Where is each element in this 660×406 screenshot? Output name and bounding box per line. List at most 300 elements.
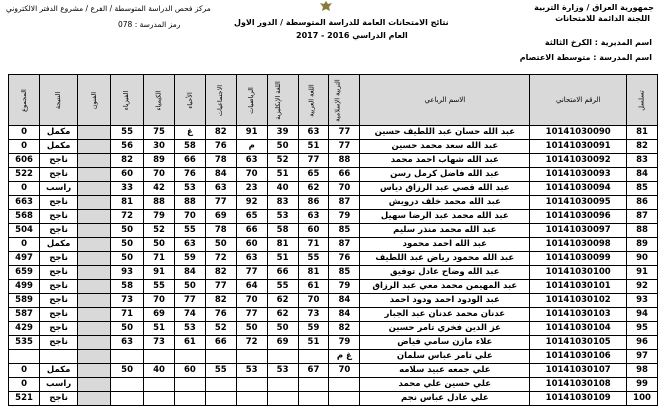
cell-english: 62: [267, 294, 298, 308]
cell-arts: [78, 238, 111, 252]
cell-exam-no: 10141030102: [530, 294, 627, 308]
cell-arabic: 70: [298, 294, 329, 308]
cell-social: 84: [205, 168, 236, 182]
cell-arabic: 77: [298, 154, 329, 168]
cell-total: 429: [9, 322, 40, 336]
cell-physics: 50: [111, 238, 144, 252]
table-row: [9, 336, 658, 350]
cell-chemistry: 69: [144, 308, 175, 322]
cell-social: 72: [205, 252, 236, 266]
table-row: [9, 252, 658, 266]
cell-social: 52: [205, 322, 236, 336]
cell-biology: 84: [174, 266, 205, 280]
cell-seq: 85: [627, 182, 658, 196]
cell-physics: 50: [111, 224, 144, 238]
cell-physics: 33: [111, 182, 144, 196]
cell-result: ناجح: [40, 336, 78, 350]
cell-biology: 76: [174, 168, 205, 182]
cell-math: 53: [236, 364, 267, 378]
col-header-islamic: التربية الإسلامية: [329, 75, 360, 126]
cell-english: 53: [267, 364, 298, 378]
cell-seq: 87: [627, 210, 658, 224]
cell-chemistry: 70: [144, 294, 175, 308]
cell-name: عز الدين فخري تامر حسين: [360, 322, 530, 336]
col-header-name: الاسم الرباعي: [360, 75, 530, 126]
cell-arabic: 55: [298, 252, 329, 266]
cell-arabic: 63: [298, 126, 329, 140]
cell-biology: 66: [174, 154, 205, 168]
cell-result: ناجح: [40, 196, 78, 210]
cell-biology: 70: [174, 210, 205, 224]
cell-name: علاء مازن سامي فياض: [360, 336, 530, 350]
cell-chemistry: 89: [144, 154, 175, 168]
cell-seq: 84: [627, 168, 658, 182]
cell-islamic: 79: [329, 336, 360, 350]
col-header-social: الاجتماعيات: [205, 75, 236, 126]
cell-english: 58: [267, 224, 298, 238]
cell-chemistry: 40: [144, 364, 175, 378]
cell-math: 72: [236, 336, 267, 350]
cell-seq: 91: [627, 266, 658, 280]
cell-exam-no: 10141030096: [530, 210, 627, 224]
cell-exam-no: 10141030106: [530, 350, 627, 364]
cell-social: 78: [205, 154, 236, 168]
cell-name: عبد الله سعد محمد حسين: [360, 140, 530, 154]
cell-seq: 97: [627, 350, 658, 364]
cell-seq: 86: [627, 196, 658, 210]
cell-exam-no: 10141030105: [530, 336, 627, 350]
cell-seq: 100: [627, 392, 658, 406]
cell-name: عبد الله محمد خلف درويش: [360, 196, 530, 210]
cell-arabic: 59: [298, 322, 329, 336]
cell-chemistry: 52: [144, 224, 175, 238]
cell-exam-no: 10141030108: [530, 378, 627, 392]
cell-math: 23: [236, 182, 267, 196]
cell-english: 62: [267, 308, 298, 322]
col-header-seq: تسلسل: [627, 75, 658, 126]
cell-total: 568: [9, 210, 40, 224]
cell-english: 50: [267, 322, 298, 336]
cell-physics: [111, 350, 144, 364]
cell-exam-no: 10141030100: [530, 266, 627, 280]
results-table: [8, 74, 658, 406]
cell-name: عبد الودود احمد ودود احمد: [360, 294, 530, 308]
cell-seq: 96: [627, 336, 658, 350]
cell-physics: 55: [111, 126, 144, 140]
cell-chemistry: 73: [144, 336, 175, 350]
cell-name: علي حسين علي محمد: [360, 378, 530, 392]
cell-english: [267, 350, 298, 364]
cell-total: [9, 350, 40, 364]
table-row: [9, 322, 658, 336]
cell-social: 76: [205, 308, 236, 322]
cell-english: 40: [267, 182, 298, 196]
cell-name: عبد الله حسان عبد اللطيف حسين: [360, 126, 530, 140]
cell-arabic: 62: [298, 182, 329, 196]
cell-biology: [174, 378, 205, 392]
cell-total: 535: [9, 336, 40, 350]
cell-arts: [78, 140, 111, 154]
cell-result: ناجح: [40, 280, 78, 294]
cell-biology: 74: [174, 308, 205, 322]
cell-arts: [78, 252, 111, 266]
col-header-exam-no: الرقم الامتحاني: [530, 75, 627, 126]
table-row: [9, 126, 658, 140]
cell-exam-no: 10141030104: [530, 322, 627, 336]
cell-social: 76: [205, 140, 236, 154]
cell-islamic: 70: [329, 182, 360, 196]
cell-math: [236, 392, 267, 406]
cell-seq: 90: [627, 252, 658, 266]
ministry-line: جمهورية العراق / وزارة التربية: [534, 3, 654, 12]
cell-result: ناجح: [40, 392, 78, 406]
table-row: [9, 308, 658, 322]
table-row: [9, 140, 658, 154]
cell-arts: [78, 280, 111, 294]
table-row: [9, 392, 658, 406]
cell-name: عبد الله احمد محمود: [360, 238, 530, 252]
cell-result: [40, 350, 78, 364]
cell-arabic: [298, 392, 329, 406]
cell-arts: [78, 350, 111, 364]
cell-social: [205, 350, 236, 364]
cell-social: 69: [205, 210, 236, 224]
cell-english: 66: [267, 266, 298, 280]
cell-math: 77: [236, 266, 267, 280]
cell-social: 50: [205, 238, 236, 252]
cell-name: عبد الله فاضل كرمل رسن: [360, 168, 530, 182]
cell-physics: 81: [111, 196, 144, 210]
cell-total: 663: [9, 196, 40, 210]
cell-name: علي جمعه عبيد سلامه: [360, 364, 530, 378]
cell-english: 83: [267, 196, 298, 210]
cell-islamic: 76: [329, 252, 360, 266]
cell-chemistry: 79: [144, 210, 175, 224]
cell-english: 50: [267, 140, 298, 154]
cell-seq: 83: [627, 154, 658, 168]
cell-english: 55: [267, 280, 298, 294]
cell-islamic: 77: [329, 126, 360, 140]
cell-social: 77: [205, 280, 236, 294]
cell-social: 55: [205, 364, 236, 378]
cell-arts: [78, 364, 111, 378]
cell-arabic: 71: [298, 238, 329, 252]
cell-chemistry: 71: [144, 252, 175, 266]
cell-result: ناجح: [40, 266, 78, 280]
cell-math: 63: [236, 252, 267, 266]
cell-seq: 81: [627, 126, 658, 140]
cell-social: [205, 392, 236, 406]
directorate-line: اسم المديرية : الكرخ الثالثة: [544, 38, 652, 47]
cell-arabic: 51: [298, 140, 329, 154]
cell-chemistry: 51: [144, 322, 175, 336]
cell-physics: 71: [111, 308, 144, 322]
academic-year: العام الدراسي 2016 - 2017: [296, 31, 408, 40]
cell-english: 52: [267, 154, 298, 168]
table-row: [9, 266, 658, 280]
cell-biology: [174, 350, 205, 364]
cell-exam-no: 10141030090: [530, 126, 627, 140]
cell-math: م: [236, 140, 267, 154]
cell-math: 77: [236, 308, 267, 322]
cell-social: 78: [205, 224, 236, 238]
cell-name: عبد الله وضاح عادل توفيق: [360, 266, 530, 280]
cell-arabic: [298, 378, 329, 392]
cell-social: 82: [205, 126, 236, 140]
cell-math: 66: [236, 224, 267, 238]
table-row: [9, 224, 658, 238]
cell-exam-no: 10141030099: [530, 252, 627, 266]
cell-math: 92: [236, 196, 267, 210]
cell-name: عبد المهيمن محمد معي عبد الرزاق: [360, 280, 530, 294]
cell-islamic: غ م: [329, 350, 360, 364]
cell-result: ناجح: [40, 308, 78, 322]
table-row: [9, 238, 658, 252]
table-row: [9, 154, 658, 168]
cell-name: علي تامر عباس سلمان: [360, 350, 530, 364]
school-code-line: رمز المدرسة : 078: [118, 20, 181, 29]
table-row: [9, 210, 658, 224]
cell-arts: [78, 378, 111, 392]
cell-social: 77: [205, 196, 236, 210]
cell-seq: 92: [627, 280, 658, 294]
cell-arts: [78, 196, 111, 210]
cell-result: مكمل: [40, 364, 78, 378]
cell-biology: 53: [174, 322, 205, 336]
cell-math: 70: [236, 294, 267, 308]
cell-arabic: [298, 350, 329, 364]
school-name-line: اسم المدرسة : متوسطة الاعتصام: [519, 53, 652, 62]
table-row: [9, 182, 658, 196]
cell-chemistry: 88: [144, 196, 175, 210]
cell-seq: 98: [627, 364, 658, 378]
cell-arts: [78, 308, 111, 322]
cell-social: 66: [205, 336, 236, 350]
cell-islamic: 79: [329, 210, 360, 224]
table-row: [9, 350, 658, 364]
cell-physics: 58: [111, 280, 144, 294]
cell-islamic: 85: [329, 266, 360, 280]
cell-arts: [78, 336, 111, 350]
cell-english: 51: [267, 252, 298, 266]
cell-name: عدنان محمد عدنان عبد الجبار: [360, 308, 530, 322]
cell-total: 522: [9, 168, 40, 182]
cell-physics: 63: [111, 336, 144, 350]
table-row: [9, 280, 658, 294]
cell-result: مكمل: [40, 126, 78, 140]
cell-social: 82: [205, 266, 236, 280]
cell-physics: 93: [111, 266, 144, 280]
cell-biology: 50: [174, 280, 205, 294]
cell-arts: [78, 266, 111, 280]
cell-math: 63: [236, 154, 267, 168]
cell-result: ناجح: [40, 210, 78, 224]
cell-seq: 95: [627, 322, 658, 336]
cell-seq: 89: [627, 238, 658, 252]
cell-english: [267, 378, 298, 392]
cell-biology: 55: [174, 224, 205, 238]
cell-physics: 82: [111, 154, 144, 168]
cell-biology: 77: [174, 294, 205, 308]
cell-total: 0: [9, 126, 40, 140]
cell-exam-no: 10141030091: [530, 140, 627, 154]
cell-math: 70: [236, 168, 267, 182]
cell-biology: 60: [174, 364, 205, 378]
cell-result: ناجح: [40, 294, 78, 308]
cell-total: 587: [9, 308, 40, 322]
cell-seq: 88: [627, 224, 658, 238]
cell-arabic: 63: [298, 210, 329, 224]
cell-arts: [78, 392, 111, 406]
cell-name: عبد الله شهاب احمد محمد: [360, 154, 530, 168]
col-header-arabic: اللغة العربية: [298, 75, 329, 126]
cell-exam-no: 10141030098: [530, 238, 627, 252]
cell-result: راسب: [40, 182, 78, 196]
cell-math: [236, 378, 267, 392]
table-row: [9, 294, 658, 308]
cell-biology: 58: [174, 140, 205, 154]
cell-result: ناجح: [40, 224, 78, 238]
cell-physics: [111, 378, 144, 392]
cell-exam-no: 10141030093: [530, 168, 627, 182]
cell-arts: [78, 322, 111, 336]
cell-biology: غ: [174, 126, 205, 140]
cell-islamic: 79: [329, 280, 360, 294]
cell-result: ناجح: [40, 252, 78, 266]
cell-arabic: 86: [298, 196, 329, 210]
cell-physics: 50: [111, 364, 144, 378]
cell-name: عبد الله قصي عبد الرزاق دياس: [360, 182, 530, 196]
cell-total: 0: [9, 140, 40, 154]
cell-arts: [78, 182, 111, 196]
table-row: [9, 196, 658, 210]
cell-social: 63: [205, 182, 236, 196]
cell-chemistry: 42: [144, 182, 175, 196]
cell-english: 51: [267, 168, 298, 182]
cell-islamic: 77: [329, 140, 360, 154]
cell-arabic: 65: [298, 168, 329, 182]
cell-english: 69: [267, 336, 298, 350]
col-header-arts: الفنون: [78, 75, 111, 126]
cell-social: 82: [205, 294, 236, 308]
cell-result: ناجح: [40, 168, 78, 182]
cell-total: 0: [9, 364, 40, 378]
committee-line: اللجنة الدائمة للامتحانات: [555, 14, 650, 23]
cell-biology: 88: [174, 196, 205, 210]
cell-exam-no: 10141030109: [530, 392, 627, 406]
cell-chemistry: 75: [144, 126, 175, 140]
cell-seq: 82: [627, 140, 658, 154]
cell-chemistry: [144, 378, 175, 392]
cell-biology: 61: [174, 336, 205, 350]
cell-result: مكمل: [40, 238, 78, 252]
cell-islamic: 84: [329, 294, 360, 308]
cell-english: 53: [267, 210, 298, 224]
table-row: [9, 378, 658, 392]
cell-math: 64: [236, 280, 267, 294]
cell-result: ناجح: [40, 154, 78, 168]
cell-chemistry: [144, 392, 175, 406]
cell-math: 60: [236, 238, 267, 252]
cell-math: [236, 350, 267, 364]
cell-chemistry: 50: [144, 238, 175, 252]
cell-exam-no: 10141030095: [530, 196, 627, 210]
cell-math: 65: [236, 210, 267, 224]
cell-chemistry: [144, 350, 175, 364]
cell-arabic: 60: [298, 224, 329, 238]
col-header-total: المجموع: [9, 75, 40, 126]
cell-islamic: 87: [329, 196, 360, 210]
cell-result: راسب: [40, 378, 78, 392]
cell-islamic: 85: [329, 224, 360, 238]
cell-english: [267, 392, 298, 406]
cell-name: عبد الله محمد عبد الرضا سهيل: [360, 210, 530, 224]
cell-chemistry: 91: [144, 266, 175, 280]
cell-islamic: [329, 392, 360, 406]
cell-arts: [78, 294, 111, 308]
cell-biology: 53: [174, 182, 205, 196]
cell-chemistry: 55: [144, 280, 175, 294]
cell-total: 499: [9, 280, 40, 294]
cell-total: 0: [9, 238, 40, 252]
cell-result: مكمل: [40, 140, 78, 154]
cell-total: 497: [9, 252, 40, 266]
cell-biology: 59: [174, 252, 205, 266]
cell-arts: [78, 210, 111, 224]
cell-name: عبد الله محمد منذر سليم: [360, 224, 530, 238]
cell-total: 521: [9, 392, 40, 406]
cell-total: 589: [9, 294, 40, 308]
cell-arabic: 81: [298, 266, 329, 280]
cell-seq: 93: [627, 294, 658, 308]
cell-islamic: 82: [329, 322, 360, 336]
col-header-physics: الفيزياء: [111, 75, 144, 126]
cell-islamic: 87: [329, 238, 360, 252]
col-header-math: الرياضيات: [236, 75, 267, 126]
col-header-biology: الأحياء: [174, 75, 205, 126]
cell-math: 50: [236, 322, 267, 336]
exam-center-line: مركز فحص الدراسة المتوسطة / الفرع / مشروع الدفتر الالكتروني: [6, 4, 211, 13]
cell-islamic: 70: [329, 364, 360, 378]
cell-name: علي عادل عباس نجم: [360, 392, 530, 406]
cell-arabic: 61: [298, 280, 329, 294]
cell-biology: [174, 392, 205, 406]
cell-islamic: 66: [329, 168, 360, 182]
cell-math: 91: [236, 126, 267, 140]
cell-physics: [111, 392, 144, 406]
cell-physics: 50: [111, 252, 144, 266]
cell-exam-no: 10141030101: [530, 280, 627, 294]
cell-total: 0: [9, 378, 40, 392]
cell-exam-no: 10141030107: [530, 364, 627, 378]
cell-arts: [78, 126, 111, 140]
cell-exam-no: 10141030103: [530, 308, 627, 322]
table-row: [9, 168, 658, 182]
table-header-row: [9, 75, 658, 126]
cell-english: 39: [267, 126, 298, 140]
cell-physics: 60: [111, 168, 144, 182]
col-header-chemistry: الكيمياء: [144, 75, 175, 126]
cell-arts: [78, 168, 111, 182]
col-header-result: النتيجة: [40, 75, 78, 126]
col-header-english: اللغة الإنكليزية: [267, 75, 298, 126]
cell-islamic: 84: [329, 308, 360, 322]
cell-total: 0: [9, 182, 40, 196]
cell-exam-no: 10141030094: [530, 182, 627, 196]
iraq-emblem-icon: [319, 0, 333, 12]
cell-total: 504: [9, 224, 40, 238]
cell-total: 606: [9, 154, 40, 168]
